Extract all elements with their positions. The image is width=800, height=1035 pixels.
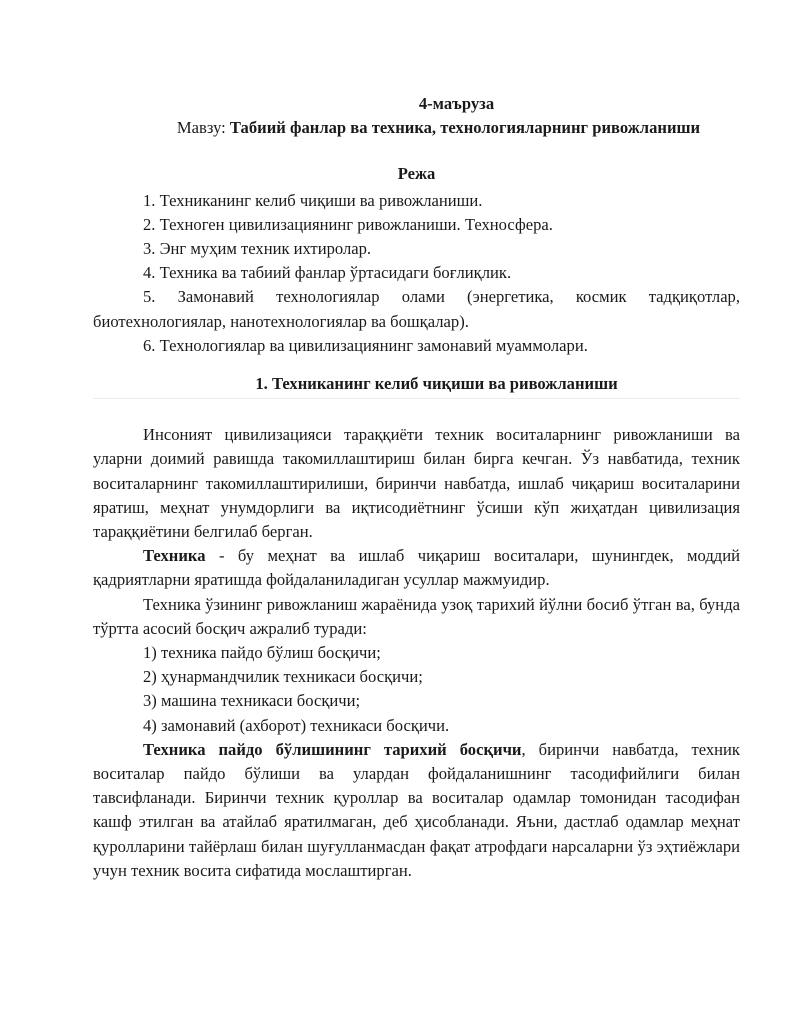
plan-item-5: 5. Замонавий технологиялар олами (энергетика, космик тадқиқотлар, биотехнологиялар, нанотехнологиялар ва бошқалар). — [93, 287, 740, 331]
paragraph-2 — [93, 544, 740, 592]
lecture-topic — [137, 116, 740, 140]
plan-item-6: 6. Технологиялар ва цивилизациянинг замонавий муаммолари. — [143, 335, 588, 355]
plan-item-3: 3. Энг муҳим техник ихтиролар. — [143, 239, 372, 259]
paragraph-2-text: - бу меҳнат ва ишлаб чиқариш воситалари, шунингдек, моддий қадриятларни яратишда фойдаланиладиган усуллар мажмуидир. — [93, 546, 740, 590]
plan-heading: Режа — [397, 164, 436, 184]
paragraph-3: Техника ўзининг ривожланиш жараёнида узоқ тарихий йўлни босиб ўтган ва, бунда тўртта асосий босқич ажралиб туради: — [93, 594, 740, 638]
stage-item-4: 4) замонавий (ахборот) техникаси босқичи. — [143, 715, 450, 735]
topic-title: Табиий фанлар ва техника, технологияларнинг ривожланиши — [229, 118, 701, 138]
plan-item-2: 2. Техноген цивилизациянинг ривожланиши. Техносфера. — [143, 214, 553, 234]
plan-item-4: 4. Техника ва табиий фанлар ўртасидаги боғлиқлик. — [143, 263, 512, 283]
plan-item-1: 1. Техниканинг келиб чиқиши ва ривожланиши. — [143, 190, 483, 210]
section-heading: 1. Техниканинг келиб чиқиши ва ривожланиши — [93, 372, 740, 399]
plan-list — [93, 189, 740, 358]
stage-item-2: 2) ҳунармандчилик техникаси босқичи; — [143, 667, 423, 687]
stage-item-3: 3) машина техникаси босқичи; — [143, 691, 361, 711]
stage-item-1: 1) техника пайдо бўлиш босқичи; — [143, 643, 381, 663]
paragraph-4 — [93, 738, 740, 883]
paragraph-1: Инсоният цивилизацияси тараққиёти техник воситаларнинг ривожланиши ва уларни доимий равишда такомиллаштириш билан бирга кечган. Ўз навбатида, техник воситаларнинг такомиллаштирилиши, биринчи навбатда, ишлаб чиқариш воситаларини яратиш, меҳнат унумдорлиги ва иқтисодиётнинг ўсиши кўп жиҳатдан цивилизация тараққиётини белгилаб берган. — [93, 425, 740, 542]
term-historical-stage: Техника пайдо бўлишининг тарихий босқичи — [143, 739, 522, 759]
term-technique: Техника — [143, 546, 206, 566]
topic-prefix: Мавзу: — [176, 118, 230, 138]
section-body — [93, 423, 740, 883]
paragraph-4-text: , биринчи навбатда, техник воситалар пайдо бўлиши ва улардан фойдаланишнинг тасодифийлиги билан тавсифланади. Биринчи техник қуроллар ва воситалар одамлар томонидан тасодифан кашф этилган ва атайлаб яратилмаган, деб ҳисобланади. Яъни, дастлаб одамлар меҳнат қуролларини тайёрлаш билан шуғулланмасдан фақат атрофдаги нарсаларни ўз эҳтиёжлари учун техник восита сифатида мослаштирган. — [93, 739, 740, 880]
lecture-number: 4-маъруза — [418, 94, 495, 113]
